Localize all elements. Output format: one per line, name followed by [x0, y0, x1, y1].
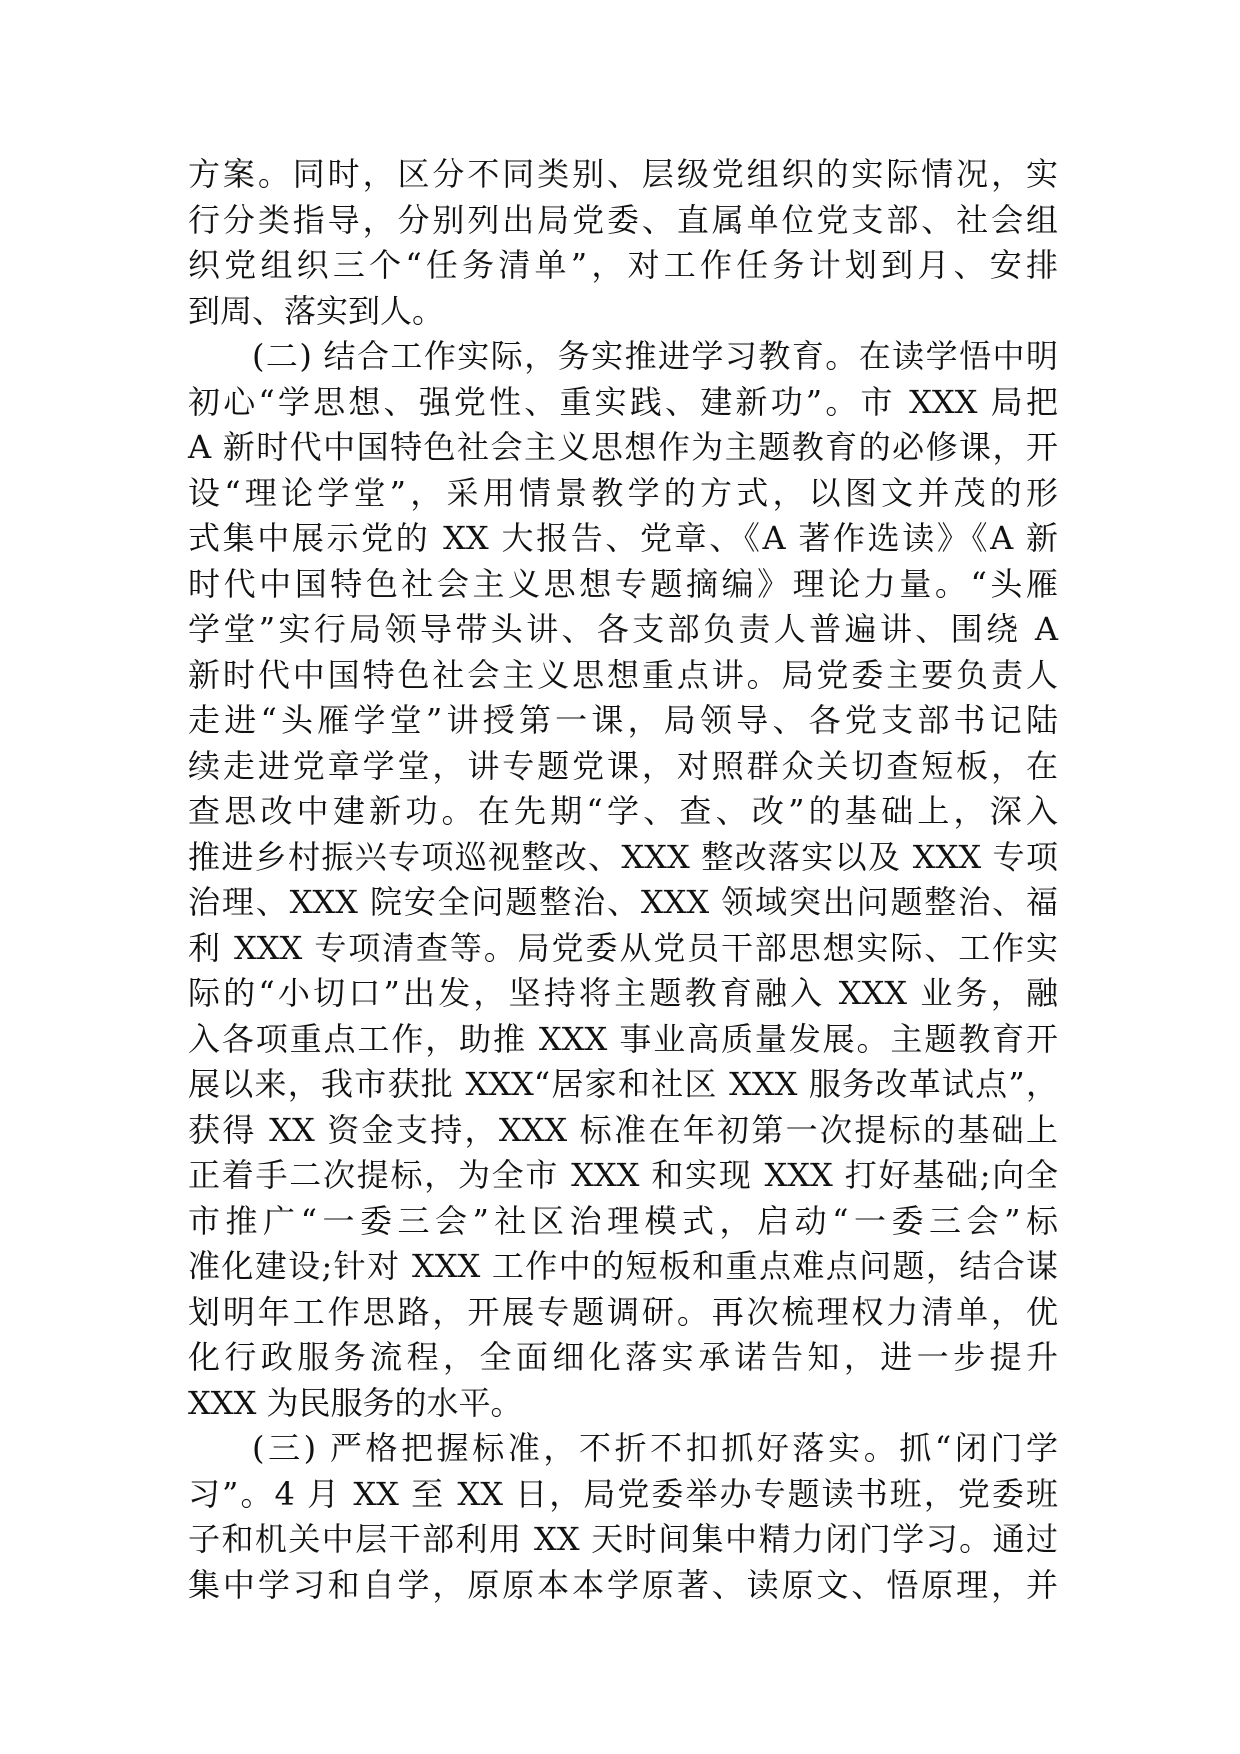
- text-line: 正着手二次提标，为全市 XXX 和实现 XXX 打好基础;向全: [188, 1156, 1058, 1194]
- text-line: 划明年工作思路，开展专题调研。再次梳理权力清单，优: [188, 1292, 1058, 1331]
- text-line: 习”。4 月 XX 至 XX 日，局党委举办专题读书班，党委班: [188, 1474, 1058, 1513]
- text-line: 利 XXX 专项清查等。局党委从党员干部思想实际、工作实: [188, 928, 1058, 967]
- text-line: 时代中国特色社会主义思想专题摘编》理论力量。“头雁: [188, 564, 1058, 603]
- text-line: XXX 为民服务的水平。: [188, 1383, 523, 1422]
- text-line: 新时代中国特色社会主义思想重点讲。局党委主要负责人: [188, 655, 1058, 694]
- text-line: 准化建设;针对 XXX 工作中的短板和重点难点问题，结合谋: [188, 1247, 1058, 1285]
- text-line: 治理、XXX 院安全问题整治、XXX 领域突出问题整治、福: [188, 883, 1058, 921]
- text-line: 设“理论学堂”，采用情景教学的方式，以图文并茂的形: [188, 473, 1058, 512]
- text-line: 展以来，我市获批 XXX“居家和社区 XXX 服务改革试点”，: [188, 1065, 1058, 1103]
- text-line: 到周、落实到人。: [188, 291, 445, 330]
- text-line: 子和机关中层干部利用 XX 天时间集中精力闭门学习。通过: [188, 1520, 1058, 1558]
- section-heading-line: (三) 严格把握标准，不折不扣抓好落实。抓“闭门学: [252, 1429, 1058, 1467]
- text-line: 续走进党章学堂，讲专题党课，对照群众关切查短板，在: [188, 746, 1058, 785]
- text-line: 际的“小切口”出发，坚持将主题教育融入 XXX 业务，融: [188, 974, 1058, 1012]
- text-line: 织党组织三个“任务清单”，对工作任务计划到月、安排: [188, 246, 1058, 284]
- text-line: A 新时代中国特色社会主义思想作为主题教育的必修课，开: [188, 428, 1058, 466]
- text-line: 行分类指导，分别列出局党委、直属单位党支部、社会组: [188, 200, 1058, 239]
- text-line: 化行政服务流程，全面细化落实承诺告知，进一步提升: [188, 1338, 1058, 1376]
- text-line: 入各项重点工作，助推 XXX 事业高质量发展。主题教育开: [188, 1019, 1058, 1058]
- section-heading-line: (二) 结合工作实际，务实推进学习教育。在读学悟中明: [252, 337, 1058, 375]
- text-line: 式集中展示党的 XX 大报告、党章、《A 著作选读》《A 新: [188, 519, 1058, 557]
- text-line: 获得 XX 资金支持，XXX 标准在年初第一次提标的基础上: [188, 1110, 1058, 1149]
- text-line: 初心“学思想、强党性、重实践、建新功”。市 XXX 局把: [188, 382, 1058, 421]
- text-line: 集中学习和自学，原原本本学原著、读原文、悟原理，并: [188, 1565, 1058, 1604]
- text-line: 市推广“一委三会”社区治理模式，启动“一委三会”标: [188, 1201, 1058, 1240]
- body-text: [188, 152, 1058, 1608]
- text-line: 推进乡村振兴专项巡视整改、XXX 整改落实以及 XXX 专项: [188, 837, 1058, 876]
- text-line: 学堂”实行局领导带头讲、各支部负责人普遍讲、围绕 A: [188, 610, 1058, 648]
- text-line: 查思改中建新功。在先期“学、查、改”的基础上，深入: [188, 792, 1058, 830]
- text-line: 走进“头雁学堂”讲授第一课，局领导、各党支部书记陆: [188, 701, 1058, 739]
- text-line: 方案。同时，区分不同类别、层级党组织的实际情况，实: [188, 155, 1058, 193]
